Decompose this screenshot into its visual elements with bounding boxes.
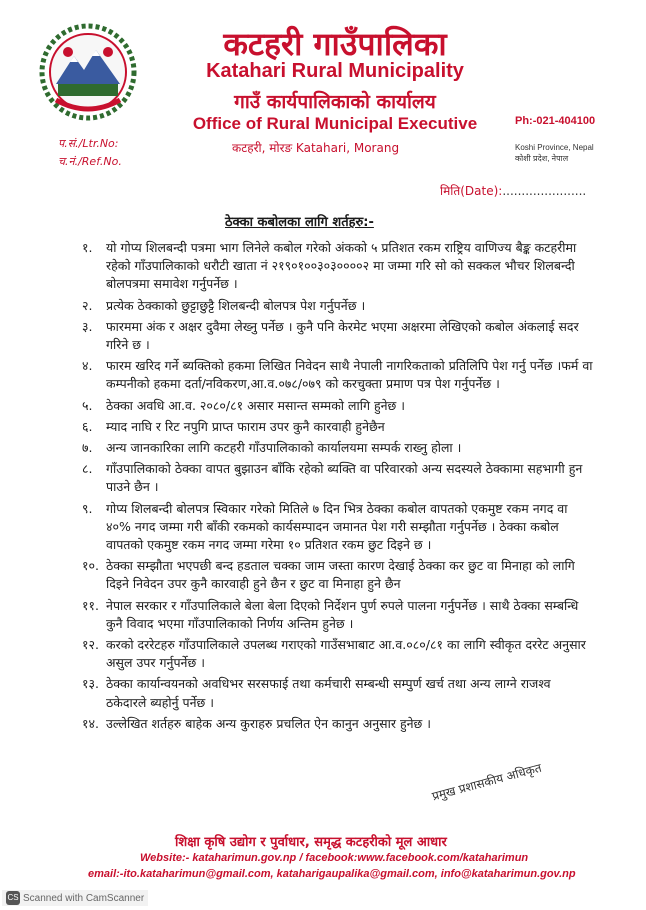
term-number: १. — [82, 240, 93, 255]
footer-website: Website:- kataharimun.gov.np / facebook:www.facebook.com/kataharimun — [140, 852, 529, 864]
scanner-watermark-text: Scanned with CamScanner — [23, 892, 145, 904]
term-item — [84, 500, 594, 555]
term-text: म्याद नाघि र रिट नपुगि प्राप्त फाराम उपर कुनै कारवाही हुनेछैन — [106, 418, 385, 434]
term-item — [84, 297, 594, 315]
date-blank: ...................... — [502, 184, 587, 198]
document-title: ठेक्का कबोलका लागि शर्तहरु:- — [225, 215, 374, 230]
term-number: ५. — [82, 397, 93, 413]
province-block — [515, 142, 594, 164]
term-number: ६. — [82, 418, 93, 434]
municipality-name-np: कटहरी गाउँपालिका — [223, 25, 447, 63]
term-text: उल्लेखित शर्तहरु बाहेक अन्य कुराहरु प्रचलित ऐन कानुन अनुसार हुनेछ । — [106, 715, 431, 731]
term-text: गोप्य शिलबन्दी बोलपत्र स्विकार गरेको मितिले ७ दिन भित्र ठेक्का कबोल वापतको एकमुष्ट रकम नगद वा ४०% नगद जम्मा गरी बाँकी रकमको कार्यसम्पादन जमानत पेश गरी सम्झौता गर्नुपर्नेछ । ठेक्का कबोल वापतको एकमुष्ट रकम नगद जम्मा गरेमा १० प्रतिशत रकम छुट दिइने छ । — [106, 500, 568, 553]
term-number: २. — [82, 297, 93, 313]
phone-number: Ph:-021-404100 — [515, 115, 596, 127]
term-text: प्रत्येक ठेक्काको छुट्टाछुट्टै शिलबन्दी बोलपत्र पेश गर्नुपर्नेछ । — [106, 297, 366, 313]
term-item — [84, 418, 594, 436]
municipality-name-en: Katahari Rural Municipality — [206, 60, 464, 82]
date-label: मिति(Date): — [440, 184, 503, 198]
term-item — [84, 460, 594, 496]
signature-designation: प्रमुख प्रशासकीय अधिकृत — [430, 760, 543, 804]
term-item — [84, 357, 594, 393]
term-item — [84, 636, 594, 672]
term-number: १४. — [82, 715, 99, 731]
term-item — [84, 675, 594, 711]
term-text: करको दररेटहरु गाँउपालिकाले उपलब्ध गराएको गाउँसभाबाट आ.व.०८०/८१ का लागि स्वीकृत दररेट अनुसार असुल उपर गर्नुपर्नेछ । — [106, 637, 586, 671]
term-text: ठेक्का अवधि आ.व. २०८०/८१ असार मसान्त सम्मको लागि हुनेछ । — [106, 397, 406, 413]
reference-number-label: च.नं./Ref.No. — [58, 155, 122, 168]
term-text: फारममा अंक र अक्षर दुवैमा लेख्नु पर्नेछ । कुनै पनि केरमेट भएमा अक्षरमा लेखिएको कबोल अंकलाई सदर गरिने छ । — [106, 318, 579, 353]
term-text: यो गोप्य शिलबन्दी पत्रमा भाग लिनेले कबोल गरेको अंकको ५ प्रतिशत रकम राष्ट्रिय वाणिज्य बैङ्क कटहरीमा रहेको गाँउपालिकाको धरौटी खाता नं २१९०१००३०३००००२ मा जम्मा गरि सो को सक्कल भौचर शिलबन्दी बोलपत्रमा समावेश गर्नुपर्नेछ । — [106, 240, 577, 292]
term-item — [84, 318, 594, 354]
scanner-watermark — [2, 890, 148, 906]
office-address: कटहरी, मोरङ Katahari, Morang — [232, 141, 400, 155]
term-text: गाँउपालिकाको ठेक्का वापत बुझाउन बाँकि रहेको ब्यक्ति वा परिवारको अन्य सदस्यले ठेक्कामा सहभागी हुन पाउने छैन । — [106, 461, 583, 495]
province-en: Koshi Province, Nepal — [515, 143, 594, 152]
term-item — [84, 557, 594, 593]
term-item — [84, 397, 594, 415]
term-number: ३. — [82, 318, 93, 334]
terms-list — [84, 239, 594, 736]
term-number: ११. — [82, 597, 99, 613]
term-text: अन्य जानकारिका लागि कटहरी गाँउपालिकाको कार्यालयमा सम्पर्क राख्नु होला । — [106, 440, 462, 456]
term-item — [84, 439, 594, 457]
date-line — [440, 182, 586, 199]
term-text: ठेक्का कार्यान्वयनको अवधिभर सरसफाई तथा कर्मचारी सम्बन्धी सम्पुर्ण खर्च तथा अन्य लाग्ने राजश्व ठकेदारले ब्यहोर्नु पर्नेछ । — [106, 676, 551, 710]
term-number: १३. — [82, 676, 99, 692]
footer-slogan: शिक्षा कृषि उद्योग र पुर्वाधार, समृद्ध कटहरीको मूल आधार — [175, 835, 447, 850]
footer-email: email:-ito.kataharimun@gmail.com, kataharigaupalika@gmail.com, info@kataharimun.gov.np — [88, 868, 576, 880]
term-text: फारम खरिद गर्ने ब्यक्तिको हकमा लिखित निवेदन साथै नेपाली नागरिकताको प्रतिलिपि पेश गर्नु पर्नेछ ।फर्म वा कम्पनीको हकमा दर्ता/नविकरण,आ.व.०७८/०७९ को करचुक्ता प्रमाण पत्र पेश गर्नुपर्नेछ । — [106, 358, 593, 392]
term-number: १०. — [82, 558, 99, 574]
office-name-en: Office of Rural Municipal Executive — [192, 114, 478, 133]
term-number: ८. — [82, 461, 93, 477]
letter-number-label: प.सं./Ltr.No: — [58, 137, 119, 150]
term-number: ९. — [82, 500, 93, 516]
office-name-np: गाउँ कार्यपालिकाको कार्यालय — [234, 91, 436, 113]
term-item — [84, 597, 594, 633]
term-text: ठेक्का सम्झौता भएपछी बन्द हडताल चक्का जाम जस्ता कारण देखाई ठेक्का कर छुट वा मिनाहा को लागि दिइने निवेदन उपर कुनै कारवाही हुने छैन र छुट वा मिनाहा हुने छैन — [106, 558, 575, 592]
term-number: ७. — [82, 440, 93, 456]
camscanner-logo-icon: CS — [6, 891, 20, 905]
term-item — [84, 239, 594, 294]
municipality-emblem-icon — [38, 22, 138, 122]
term-number: १२. — [82, 637, 99, 653]
term-item — [84, 715, 594, 733]
term-text: नेपाल सरकार र गाँउपालिकाले बेला बेला दिएको निर्देशन पुर्ण रुपले पालना गर्नुपर्नेछ । साथै ठेक्का सम्बन्धि कुनै विवाद भएमा गाँउपालिकाको निर्णय अन्तिम हुनेछ । — [106, 597, 579, 631]
term-number: ४. — [82, 358, 93, 374]
province-np: कोशी प्रदेश, नेपाल — [515, 154, 569, 163]
